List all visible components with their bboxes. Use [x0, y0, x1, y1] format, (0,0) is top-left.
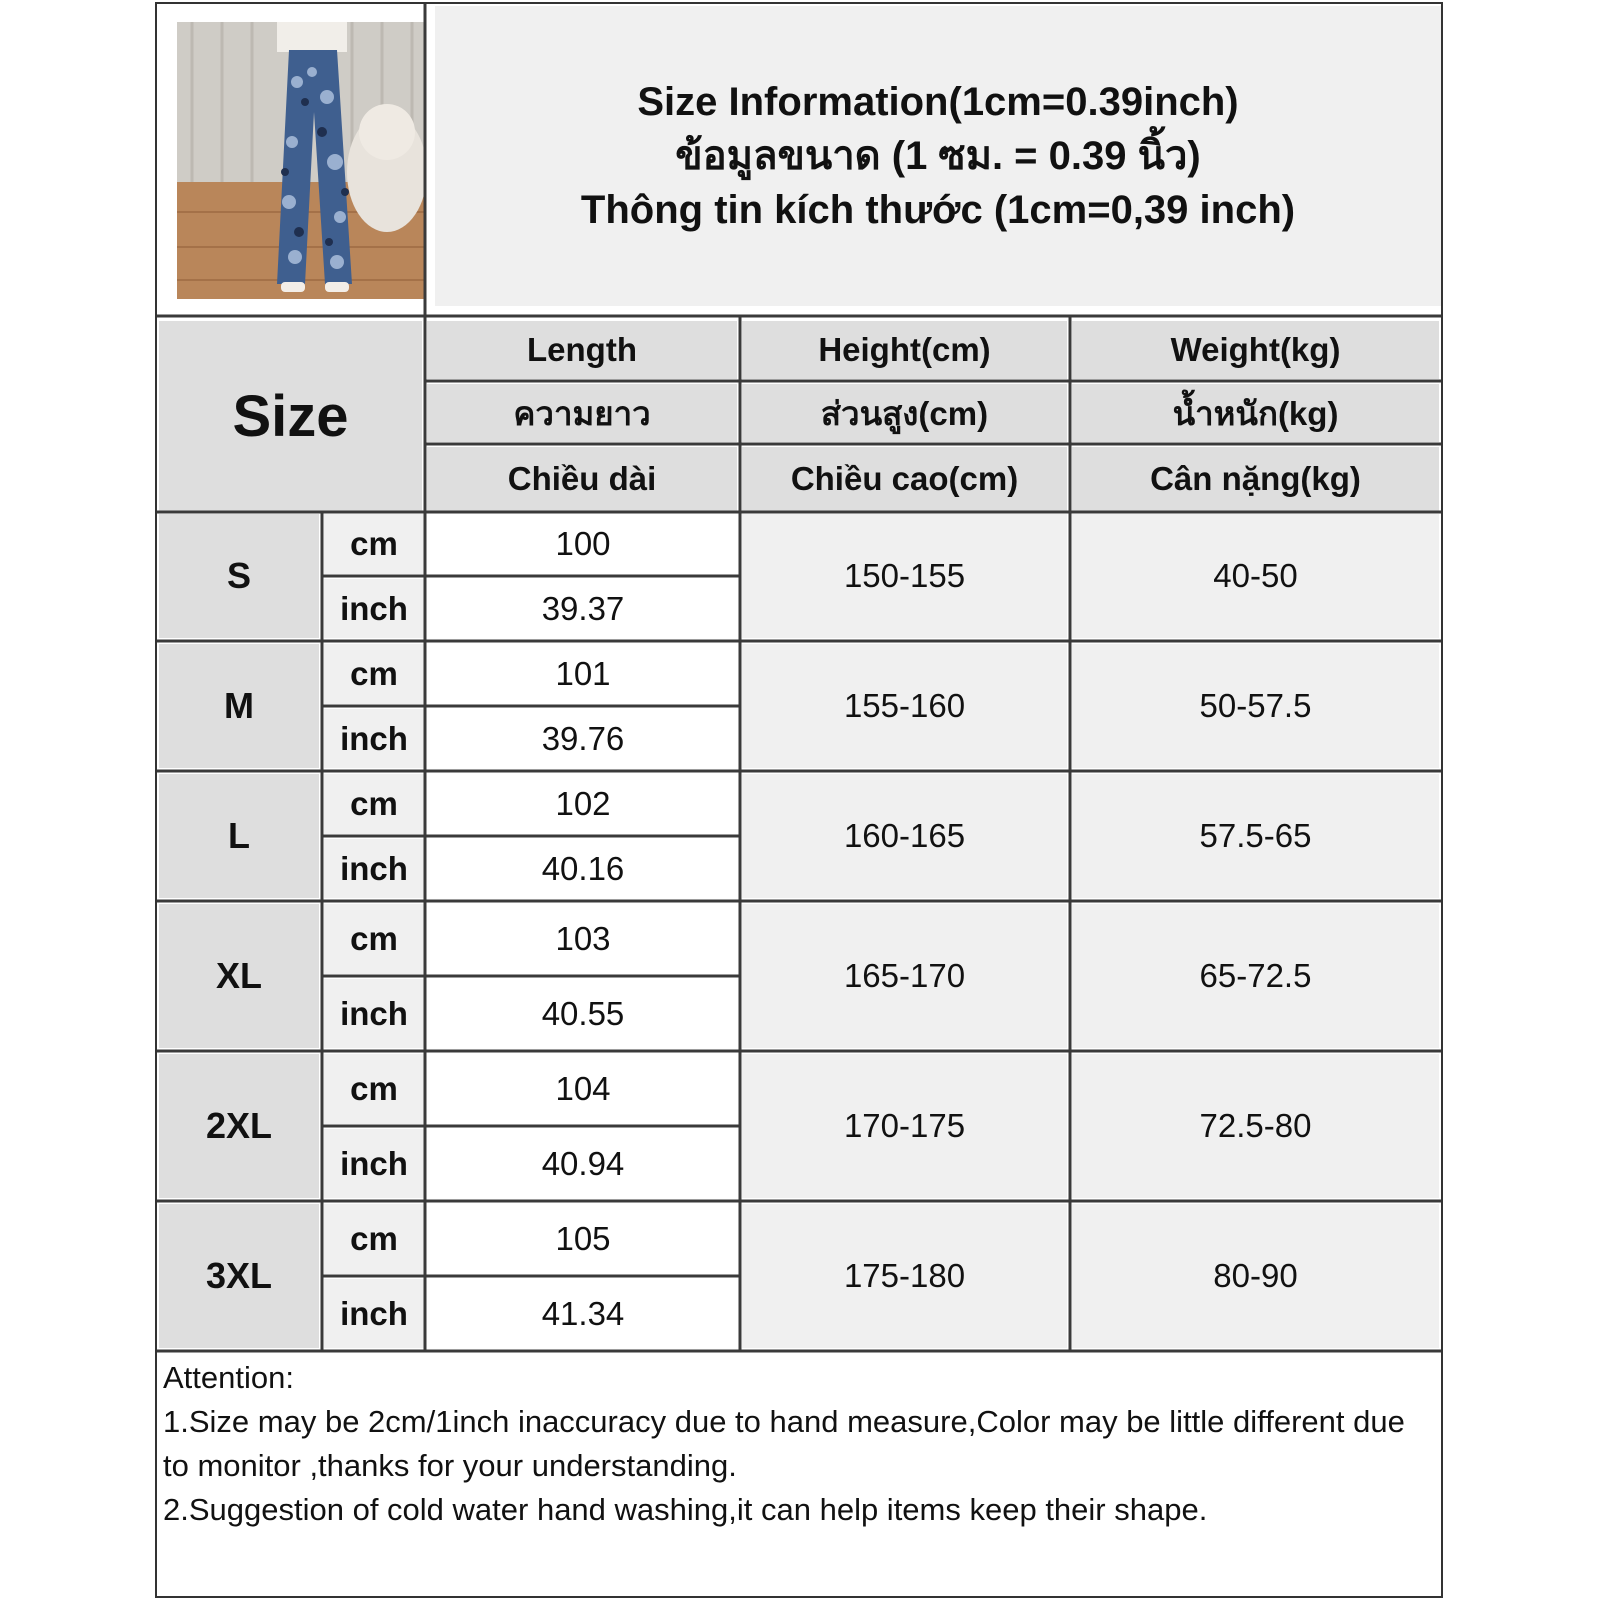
height-range: 175-180 — [742, 1204, 1067, 1348]
length-inch-value: 40.94 — [429, 1129, 737, 1198]
size-label: S — [159, 514, 319, 638]
height-header-th: ส่วนสูง(cm) — [742, 384, 1067, 442]
length-cm-value: 100 — [429, 514, 737, 574]
product-photo — [177, 22, 425, 299]
unit-cm-label: cm — [324, 644, 424, 704]
size-label: L — [159, 774, 319, 898]
weight-range: 72.5-80 — [1072, 1054, 1439, 1198]
title-thai: ข้อมูลขนาด (1 ซม. = 0.39 นิ้ว) — [675, 134, 1201, 178]
height-range: 160-165 — [742, 774, 1067, 898]
length-cm-value: 105 — [429, 1204, 737, 1274]
note-item: 2.Suggestion of cold water hand washing,it can help items keep their shape. — [163, 1492, 1208, 1527]
weight-header-en: Weight(kg) — [1072, 321, 1439, 379]
unit-cm-label: cm — [324, 904, 424, 974]
size-label: XL — [159, 904, 319, 1048]
size-label: 2XL — [159, 1054, 319, 1198]
weight-range: 65-72.5 — [1072, 904, 1439, 1048]
unit-inch-label: inch — [324, 839, 424, 898]
attention-notes — [163, 1356, 1433, 1532]
weight-range: 50-57.5 — [1072, 644, 1439, 768]
size-chart-sheet — [155, 2, 1443, 1598]
title-vietnamese: Thông tin kích thước (1cm=0,39 inch) — [580, 188, 1296, 232]
unit-inch-label: inch — [324, 709, 424, 768]
length-inch-value: 40.55 — [429, 979, 737, 1048]
unit-cm-label: cm — [324, 1204, 424, 1274]
length-cm-value: 103 — [429, 904, 737, 974]
unit-inch-label: inch — [324, 579, 424, 638]
unit-cm-label: cm — [324, 514, 424, 574]
height-header-vi: Chiều cao(cm) — [742, 447, 1067, 511]
weight-range: 40-50 — [1072, 514, 1439, 638]
weight-range: 80-90 — [1072, 1204, 1439, 1348]
length-cm-value: 102 — [429, 774, 737, 834]
weight-range: 57.5-65 — [1072, 774, 1439, 898]
height-range: 155-160 — [742, 644, 1067, 768]
unit-inch-label: inch — [324, 1279, 424, 1348]
height-header-en: Height(cm) — [742, 321, 1067, 379]
size-label: 3XL — [159, 1204, 319, 1348]
size-header: Size — [159, 321, 422, 511]
length-inch-value: 41.34 — [429, 1279, 737, 1348]
height-range: 165-170 — [742, 904, 1067, 1048]
length-header-en: Length — [427, 321, 737, 379]
height-range: 150-155 — [742, 514, 1067, 638]
weight-header-vi: Cân nặng(kg) — [1072, 447, 1439, 511]
attention-heading: Attention: — [163, 1360, 294, 1395]
height-range: 170-175 — [742, 1054, 1067, 1198]
unit-inch-label: inch — [324, 1129, 424, 1198]
length-header-th: ความยาว — [427, 384, 737, 442]
size-label: M — [159, 644, 319, 768]
unit-cm-label: cm — [324, 774, 424, 834]
unit-cm-label: cm — [324, 1054, 424, 1124]
unit-inch-label: inch — [324, 979, 424, 1048]
size-information-title — [435, 6, 1441, 306]
length-inch-value: 39.37 — [429, 579, 737, 638]
note-item: 1.Size may be 2cm/1inch inaccuracy due to hand measure,Color may be little different due to monitor ,thanks for your understanding. — [163, 1404, 1405, 1483]
title-english: Size Information(1cm=0.39inch) — [637, 80, 1239, 124]
length-inch-value: 39.76 — [429, 709, 737, 768]
length-cm-value: 104 — [429, 1054, 737, 1124]
pants-photo-icon — [177, 22, 425, 299]
length-inch-value: 40.16 — [429, 839, 737, 898]
length-header-vi: Chiều dài — [427, 447, 737, 511]
length-cm-value: 101 — [429, 644, 737, 704]
weight-header-th: น้ำหนัก(kg) — [1072, 384, 1439, 442]
